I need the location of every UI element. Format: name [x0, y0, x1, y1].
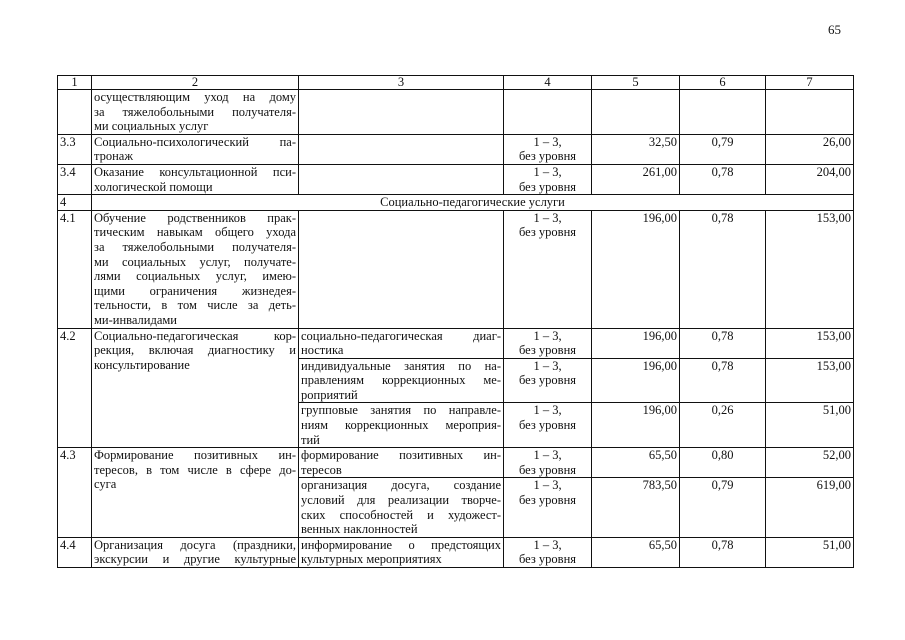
header-row — [58, 76, 854, 90]
header-cell: 6 — [680, 76, 766, 90]
row-number: 4.1 — [58, 210, 92, 328]
row-number: 4.3 — [58, 448, 92, 538]
value-cell: 0,26 — [680, 403, 766, 448]
value-cell: 0,78 — [680, 328, 766, 358]
value-cell: 51,00 — [766, 403, 854, 448]
value-cell: 0,80 — [680, 448, 766, 478]
header-cell: 3 — [299, 76, 504, 90]
value-cell: 0,79 — [680, 478, 766, 537]
header-cell: 4 — [504, 76, 592, 90]
header-cell: 2 — [92, 76, 299, 90]
level-cell: 1 – 3, без уровня — [504, 448, 592, 478]
value-cell: 204,00 — [766, 164, 854, 194]
level-cell: 1 – 3, без уровня — [504, 537, 592, 567]
table-row — [58, 134, 854, 164]
table-row — [58, 210, 854, 328]
level-cell: 1 – 3, без уровня — [504, 478, 592, 537]
level-cell: 1 – 3, без уровня — [504, 403, 592, 448]
table-row — [58, 90, 854, 135]
level-cell: 1 – 3, без уровня — [504, 134, 592, 164]
value-cell: 619,00 — [766, 478, 854, 537]
level-cell: 1 – 3, без уровня — [504, 210, 592, 328]
table-row — [58, 164, 854, 194]
row-number: 3.3 — [58, 134, 92, 164]
value-cell: 52,00 — [766, 448, 854, 478]
value-cell: 0,78 — [680, 210, 766, 328]
service-name: Обучение родственников прак- тическим навыкам общего ухода за тяжелобольными получателя- ми социальных услуг, получате- лями социальных услуг, имею- щими ограничения жизнедея- тельности, в том числе за деть- ми-инвалидами — [92, 210, 299, 328]
service-name: Формирование позитивных ин- тересов, в том числе в сфере до- суга — [92, 448, 299, 538]
table-row — [58, 328, 854, 358]
row-number: 3.4 — [58, 164, 92, 194]
header-cell: 5 — [592, 76, 680, 90]
value-cell: 51,00 — [766, 537, 854, 567]
sub-service: индивидуальные занятия по на- правлениям коррекционных ме- роприятий — [299, 358, 504, 403]
sub-service: организация досуга, создание условий для реализации творче- ских способностей и художест- венных наклонностей — [299, 478, 504, 537]
row-number: 4.2 — [58, 328, 92, 448]
table-row — [58, 537, 854, 567]
value-cell: 196,00 — [592, 403, 680, 448]
section-number: 4 — [58, 195, 92, 211]
value-cell: 261,00 — [592, 164, 680, 194]
section-row — [58, 195, 854, 211]
table-row — [58, 448, 854, 478]
services-table — [57, 75, 854, 568]
value-cell: 196,00 — [592, 210, 680, 328]
page-number: 65 — [828, 22, 841, 37]
value-cell: 153,00 — [766, 210, 854, 328]
value-cell: 153,00 — [766, 328, 854, 358]
level-cell: 1 – 3, без уровня — [504, 164, 592, 194]
value-cell: 196,00 — [592, 328, 680, 358]
value-cell: 0,78 — [680, 164, 766, 194]
service-name: Оказание консультационной пси- хологической помощи — [92, 164, 299, 194]
value-cell: 0,78 — [680, 537, 766, 567]
sub-service: групповые занятия по направле- ниям коррекционных мероприя- тий — [299, 403, 504, 448]
section-title: Социально-педагогические услуги — [92, 195, 854, 211]
row-number: 4.4 — [58, 537, 92, 567]
value-cell: 196,00 — [592, 358, 680, 403]
header-cell: 7 — [766, 76, 854, 90]
service-name: осуществляющим уход на дому за тяжелобольными получателя- ми социальных услуг — [92, 90, 299, 135]
value-cell: 783,50 — [592, 478, 680, 537]
value-cell: 65,50 — [592, 448, 680, 478]
sub-service: социально-педагогическая диаг- ностика — [299, 328, 504, 358]
value-cell: 65,50 — [592, 537, 680, 567]
service-name: Организация досуга (праздники, экскурсии и другие культурные — [92, 537, 299, 567]
value-cell: 26,00 — [766, 134, 854, 164]
value-cell: 0,79 — [680, 134, 766, 164]
service-name: Социально-психологический па- тронаж — [92, 134, 299, 164]
value-cell: 0,78 — [680, 358, 766, 403]
value-cell: 32,50 — [592, 134, 680, 164]
service-name: Социально-педагогическая кор- рекция, включая диагностику и консультирование — [92, 328, 299, 448]
level-cell: 1 – 3, без уровня — [504, 328, 592, 358]
sub-service: информирование о предстоящих культурных мероприятиях — [299, 537, 504, 567]
sub-service: формирование позитивных ин- тересов — [299, 448, 504, 478]
value-cell: 153,00 — [766, 358, 854, 403]
header-cell: 1 — [58, 76, 92, 90]
level-cell: 1 – 3, без уровня — [504, 358, 592, 403]
